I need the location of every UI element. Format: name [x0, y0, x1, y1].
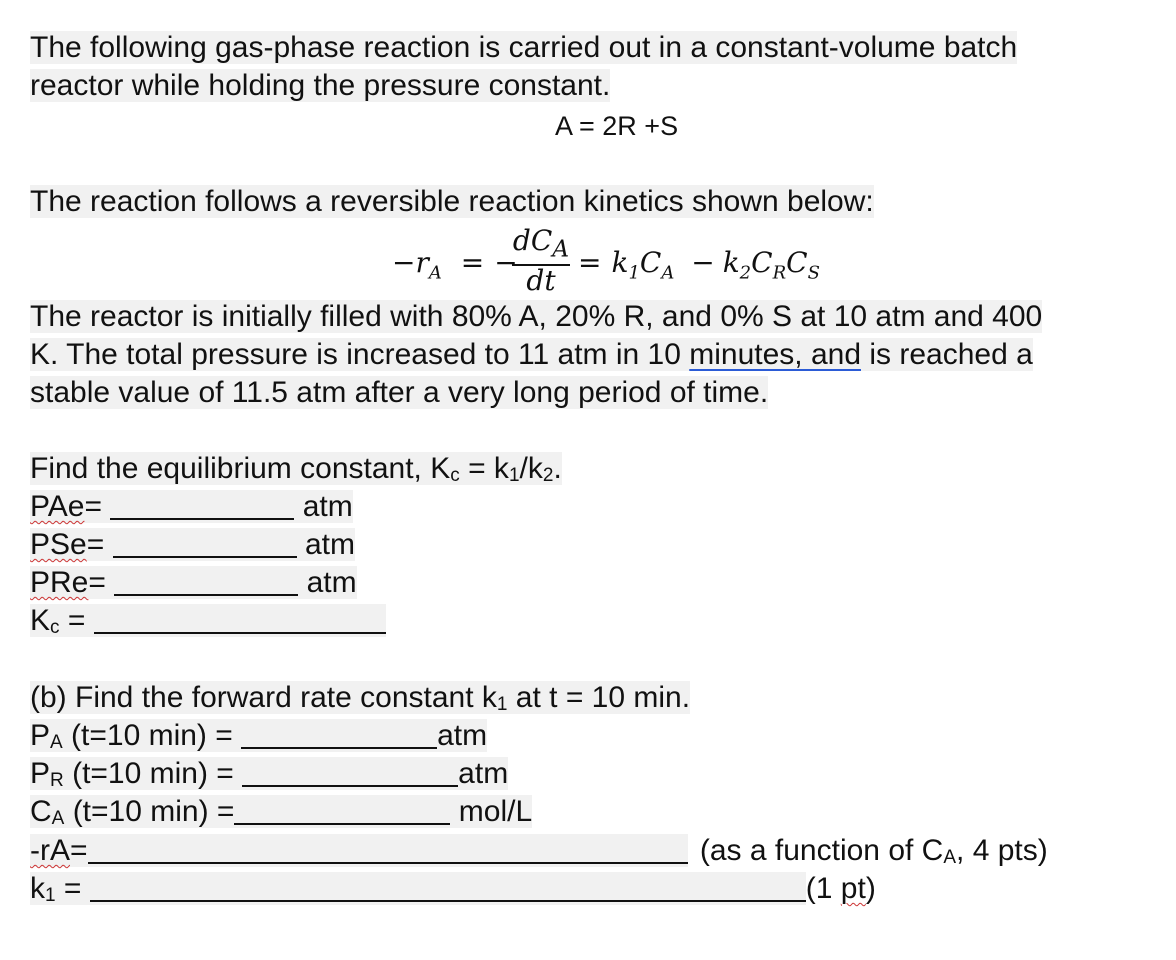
- intro-line-2: [30, 67, 610, 105]
- rate-lhs: $-r_A$ = −: [392, 246, 518, 284]
- kc-blank[interactable]: [94, 602, 386, 634]
- underlined-phrase: minutes, and: [689, 338, 862, 371]
- ra-note: (as a function of $C_A$, 4 pts): [699, 834, 1048, 868]
- fraction-denominator: dt: [526, 263, 556, 297]
- k1-blank[interactable]: [90, 870, 806, 902]
- pre-field: PRe= atm: [30, 566, 357, 599]
- pr-field: $P_R$ (t=10 min) = atm: [30, 757, 509, 791]
- k1-note: (1 pt): [805, 872, 876, 905]
- ra-label: -rA: [30, 834, 70, 867]
- ra-field: -rA= (as a function of $C_A$, 4 pts): [30, 834, 1048, 868]
- ca-field: $C_A$ (t=10 min) = mol/L: [30, 795, 533, 829]
- ca-unit: mol/L: [458, 795, 533, 828]
- kc-field: $K_c$ =: [30, 602, 386, 647]
- pa-blank[interactable]: [241, 717, 437, 749]
- conditions-line-1: The reactor is initially filled with 80% A, 20% R, and 0% S at 10 atm and 400: [30, 300, 1043, 333]
- rate-fraction: [512, 224, 570, 296]
- pre-unit: atm: [306, 566, 357, 599]
- k1-field: $k_1 = (1$ pt): [30, 872, 876, 906]
- pae-label: PAe: [30, 490, 85, 523]
- conditions-line-3: stable value of 11.5 atm after a very long period of time.: [30, 376, 769, 409]
- pr-blank[interactable]: [242, 755, 458, 787]
- intro-text-2: reactor while holding the pressure constant.: [30, 69, 611, 102]
- pr-unit: atm: [458, 757, 509, 790]
- pre-blank[interactable]: [114, 564, 298, 596]
- pa-field: $P_A$ (t=10 min) = atm: [30, 719, 488, 753]
- conditions-line-2: K. The total pressure is increased to 11 atm in 10 minutes, and is reached a: [30, 338, 1033, 371]
- pse-unit: atm: [304, 528, 355, 561]
- pre-label: PRe: [30, 566, 89, 599]
- intro-text-1: The following gas-phase reaction is carried out in a constant-volume batch: [30, 31, 1018, 64]
- ra-blank[interactable]: [88, 832, 688, 864]
- pae-field: PAe= atm: [30, 490, 353, 523]
- part-a-prompt: Find the equilibrium constant, $K_c = k_1/k_2$.: [30, 452, 562, 486]
- reaction-equation: A = 2R +S: [555, 111, 679, 141]
- rate-rhs: = $k_1C_A - k_2C_RC_S$: [578, 246, 820, 284]
- fraction-numerator: $dC_A$: [512, 224, 570, 263]
- kinetics-heading: The reaction follows a reversible reaction kinetics shown below:: [30, 185, 874, 218]
- pa-unit: atm: [437, 719, 488, 752]
- pae-blank[interactable]: [110, 488, 294, 520]
- part-b-prompt: (b) Find the forward rate constant $k_1$ at t = 10 min.: [30, 681, 691, 715]
- pse-field: PSe= atm: [30, 528, 355, 561]
- pae-unit: atm: [302, 490, 353, 523]
- intro-line-1: [30, 29, 1017, 67]
- pse-blank[interactable]: [113, 526, 297, 558]
- pse-label: PSe: [30, 528, 87, 561]
- ca-blank[interactable]: [234, 793, 450, 825]
